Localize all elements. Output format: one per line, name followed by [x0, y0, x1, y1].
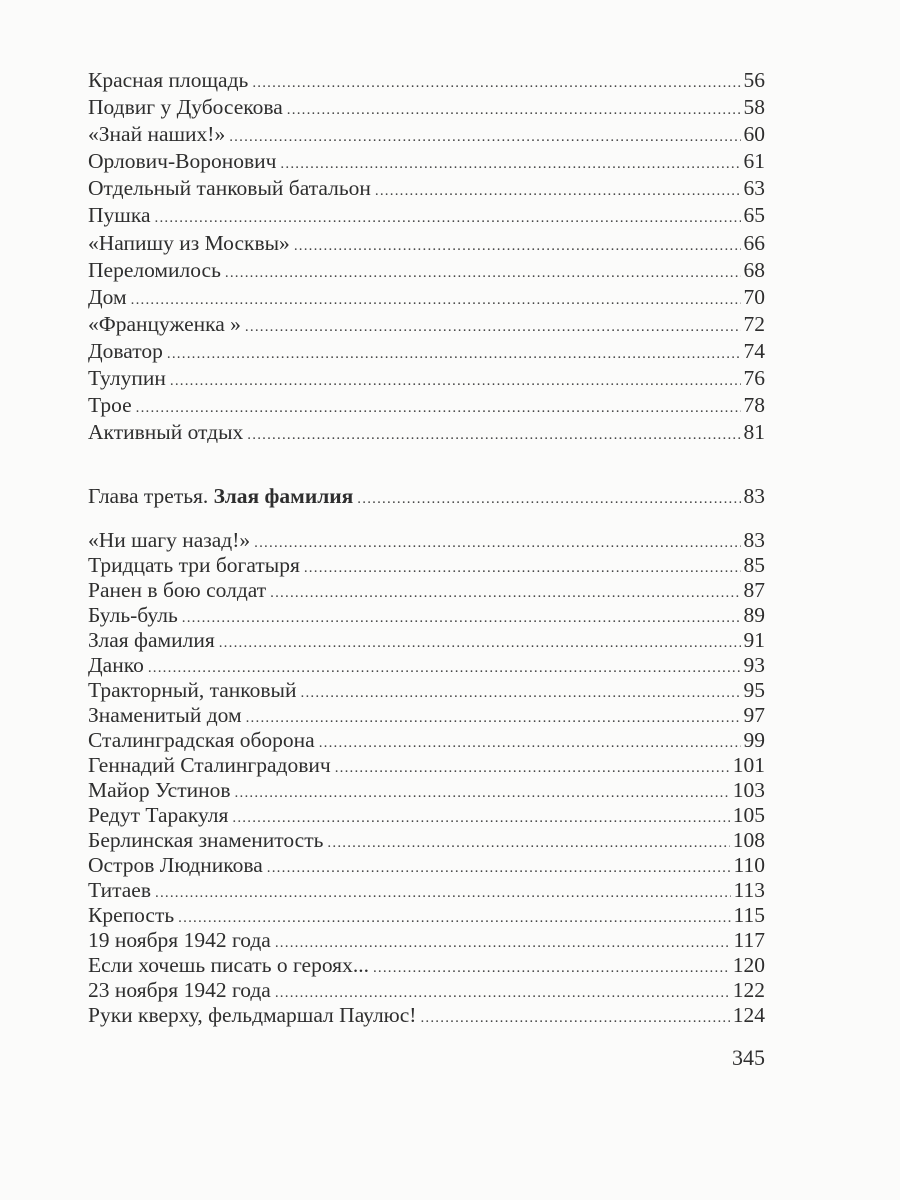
dot-leader [170, 369, 741, 393]
toc-entry-title: Редут Таракуля [88, 803, 229, 827]
toc-entry-page: 68 [743, 257, 765, 282]
dot-leader [167, 342, 741, 366]
toc-entry-page: 120 [732, 953, 765, 977]
toc-entry-page: 70 [743, 284, 765, 309]
toc-entry [88, 203, 765, 230]
dot-leader [301, 681, 741, 703]
toc-entry-title: «Ни шагу назад!» [88, 528, 251, 552]
toc-entry-title: Геннадий Сталинградович [88, 753, 331, 777]
toc-entry-page: 110 [733, 853, 765, 877]
dot-leader [287, 98, 741, 122]
toc-entry [88, 803, 765, 828]
toc-entry-page: 61 [743, 149, 765, 174]
dot-leader [178, 906, 730, 928]
dot-leader [375, 179, 741, 203]
toc-entry [88, 628, 765, 653]
chapter-prefix: Глава третья. [88, 484, 214, 508]
toc-entry-title: Майор Устинов [88, 778, 231, 802]
toc-entry [88, 366, 765, 393]
toc-entry-page: 115 [733, 903, 765, 927]
dot-leader [373, 956, 730, 978]
toc-entry [88, 231, 765, 258]
toc-entry [88, 953, 765, 978]
toc-entry [88, 678, 765, 703]
toc-entry [88, 149, 765, 176]
toc-entry-title: Ранен в бою солдат [88, 578, 267, 602]
toc-entry-page: 93 [743, 653, 765, 677]
toc-entry [88, 420, 765, 447]
dot-leader [235, 781, 730, 803]
dot-leader [275, 981, 730, 1003]
toc-entry [88, 653, 765, 678]
chapter-title [88, 484, 357, 509]
toc-entry-title: Дом [88, 284, 127, 309]
dot-leader [246, 706, 741, 728]
dot-leader [225, 261, 741, 285]
page-number: 345 [732, 1045, 765, 1070]
dot-leader [270, 581, 740, 603]
toc-entry-title: Титаев [88, 878, 151, 902]
toc-entry-title: Пушка [88, 203, 151, 228]
toc-entry-page: 87 [743, 578, 765, 602]
toc-entry-title: Руки кверху, фельдмаршал Паулюс! [88, 1003, 417, 1027]
dot-leader [232, 806, 729, 828]
toc-entry-page: 65 [743, 203, 765, 228]
toc-entry-page: 89 [743, 603, 765, 627]
toc-entry-title: Трое [88, 393, 132, 418]
toc-entry [88, 578, 765, 603]
dot-leader [136, 396, 741, 420]
toc-entry [88, 553, 765, 578]
toc-entry [88, 68, 765, 95]
toc-entry-page: 81 [743, 420, 765, 445]
toc-entry-page: 76 [743, 366, 765, 391]
toc-entry-page: 58 [743, 95, 765, 120]
toc-entry [88, 828, 765, 853]
toc-entry-title: Доватор [88, 338, 163, 363]
toc-entry-title: Активный отдых [88, 420, 244, 445]
dot-leader [280, 152, 740, 176]
toc-entry-title: Если хочешь писать о героях... [88, 953, 369, 977]
toc-entry-page: 105 [732, 803, 765, 827]
toc-entry-title: Знаменитый дом [88, 703, 242, 727]
dot-leader [294, 234, 741, 258]
toc-entry-page: 56 [743, 68, 765, 92]
toc-entry [88, 339, 765, 366]
toc-entry-page: 122 [732, 978, 765, 1002]
dot-leader [252, 71, 740, 95]
chapter-name: Злая фамилия [213, 484, 354, 508]
dot-leader [155, 881, 731, 903]
dot-leader [335, 756, 730, 778]
toc-entry-page: 99 [743, 728, 765, 752]
toc-entry [88, 176, 765, 203]
toc-entry-page: 117 [733, 928, 765, 952]
toc-entry-page: 97 [743, 703, 765, 727]
dot-leader [254, 531, 740, 553]
toc-entry-title: Остров Людникова [88, 853, 263, 877]
toc-entry [88, 122, 765, 149]
toc-entry-title: «Француженка » [88, 311, 241, 336]
toc-entry-page: 95 [743, 678, 765, 702]
toc-entry [88, 1003, 765, 1028]
toc-entry-title: Подвиг у Дубосекова [88, 95, 283, 120]
toc-entry [88, 928, 765, 953]
dot-leader [319, 731, 741, 753]
toc-entry [88, 258, 765, 285]
dot-leader [327, 831, 729, 853]
toc-entry [88, 285, 765, 312]
toc-entry-title: Берлинская знаменитость [88, 828, 324, 852]
toc-entry-page: 91 [743, 628, 765, 652]
toc-entry [88, 878, 765, 903]
toc-entry-page: 83 [743, 528, 765, 552]
toc-entry [88, 312, 765, 339]
toc-entry-page: 63 [743, 176, 765, 201]
toc-entry-title: Переломилось [88, 257, 221, 282]
toc-entry-title: Данко [88, 653, 144, 677]
toc-entry-title: «Знай наших!» [88, 122, 226, 147]
toc-section-before [88, 68, 765, 447]
toc-entry-page: 72 [743, 311, 765, 336]
toc-entry-page: 66 [743, 230, 765, 255]
toc-entry-page: 103 [732, 778, 765, 802]
dot-leader [229, 125, 740, 149]
toc-section-chapter3 [88, 528, 765, 1028]
toc-entry-title: Крепость [88, 903, 175, 927]
chapter-heading [88, 484, 765, 511]
toc-entry-title: 19 ноября 1942 года [88, 928, 271, 952]
toc-entry-page: 113 [733, 878, 765, 902]
toc-entry [88, 978, 765, 1003]
dot-leader [304, 556, 741, 578]
toc-entry-page: 74 [743, 338, 765, 363]
dot-leader [155, 206, 741, 230]
toc-entry-title: Злая фамилия [88, 628, 215, 652]
toc-entry-title: Красная площадь [88, 68, 249, 92]
toc-entry-page: 108 [732, 828, 765, 852]
toc-entry-title: Отдельный танковый батальон [88, 176, 371, 201]
toc-entry [88, 95, 765, 122]
toc-entry-page: 60 [743, 122, 765, 147]
chapter-page: 83 [743, 484, 765, 508]
toc-entry-page: 85 [743, 553, 765, 577]
toc-entry [88, 903, 765, 928]
toc-entry-page: 124 [732, 1003, 765, 1027]
toc-entry-title: Сталинградская оборона [88, 728, 315, 752]
dot-leader [131, 288, 741, 312]
toc-entry [88, 853, 765, 878]
dot-leader [245, 315, 741, 339]
toc-entry [88, 728, 765, 753]
toc-entry-title: Тридцать три богатыря [88, 553, 300, 577]
toc-entry [88, 393, 765, 420]
toc-entry-title: Тракторный, танковый [88, 678, 297, 702]
dot-leader [148, 656, 741, 678]
toc-entry [88, 778, 765, 803]
toc-entry [88, 703, 765, 728]
toc-entry [88, 603, 765, 628]
toc-entry-title: Буль-буль [88, 603, 178, 627]
toc-entry [88, 753, 765, 778]
toc-entry [88, 528, 765, 553]
toc-entry-title: 23 ноября 1942 года [88, 978, 271, 1002]
dot-leader [182, 606, 741, 628]
toc-entry-title: Тулупин [88, 366, 166, 391]
dot-leader [247, 423, 740, 447]
toc-entry-title: Орлович-Воронович [88, 149, 277, 174]
dot-leader [267, 856, 731, 878]
toc-entry-page: 101 [732, 753, 765, 777]
dot-leader [420, 1006, 729, 1028]
toc-entry-title: «Напишу из Москвы» [88, 230, 290, 255]
dot-leader [275, 931, 731, 953]
toc-entry-page: 78 [743, 393, 765, 418]
dot-leader [219, 631, 741, 653]
dot-leader [357, 487, 740, 511]
